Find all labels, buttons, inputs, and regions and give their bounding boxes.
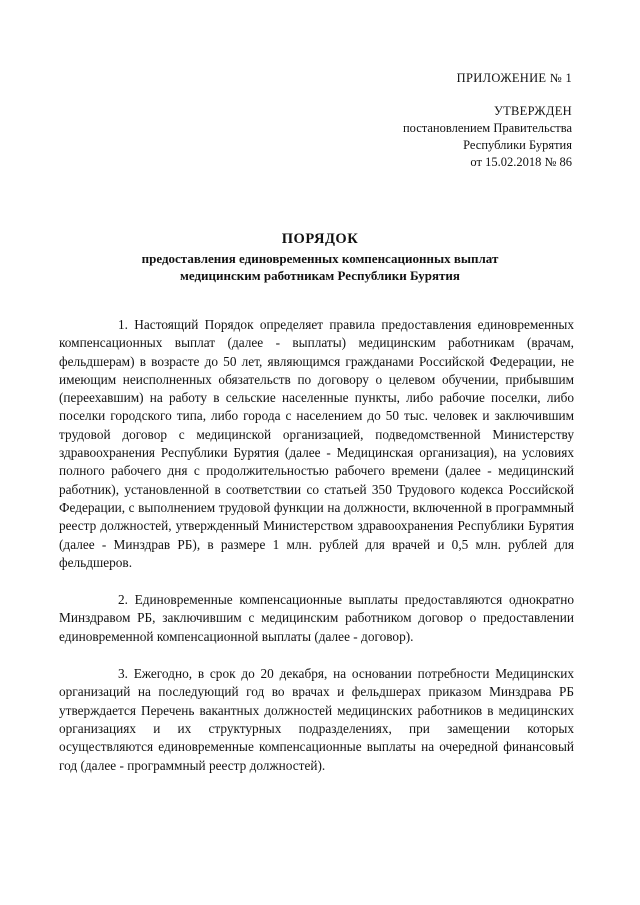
paragraph-3: 3. Ежегодно, в срок до 20 декабря, на основании потребности Медицинских организаций на последующий год во врачах и фельдшерах приказом Минздрава РБ утверждается Перечень вакантных должностей медицинских работников в медицинских организациях и их структурных подразделениях, при замещении которых осуществляются единовременные компенсационные выплаты на очередной финансовый год (далее - программный реестр должностей). (59, 666, 574, 773)
paragraph-2: 2. Единовременные компенсационные выплаты предоставляются однократно Минздравом РБ, заключившим с медицинским работником договор о предоставлении единовременной компенсационной выплаты (далее - договор). (59, 592, 574, 644)
title-line-2: медицинским работникам Республики Бурятия (180, 268, 460, 283)
decree-line: постановлением Правительства (402, 121, 572, 135)
title-main: ПОРЯДОК (281, 231, 359, 247)
document-body (59, 316, 574, 794)
date-number-line: от 15.02.2018 № 86 (470, 155, 572, 169)
republic-line: Республики Бурятия (463, 138, 572, 152)
annex-label: ПРИЛОЖЕНИЕ № 1 (456, 71, 572, 85)
approved-label: УТВЕРЖДЕН (493, 104, 572, 118)
approval-header (272, 70, 572, 171)
title-line-1: предоставления единовременных компенсационных выплат (141, 251, 499, 266)
document-title (60, 231, 580, 284)
paragraph-1: 1. Настоящий Порядок определяет правила предоставления единовременных компенсационных выплат (далее - выплаты) медицинским работникам (врачам, фельдшерам) в возрасте до 50 лет, являющимся гражданами Российской Федерации, не имеющим неисполненных обязательств по договору о целевом обучении, прибывшим (переехавшим) на работу в сельские населенные пункты, либо рабочие поселки, либо поселки городского типа, либо города с населением до 50 тыс. человек и заключившим трудовой договор с медицинской организацией, подведомственной Министерству здравоохранения Республики Бурятия (далее - Медицинская организация), на условиях полного рабочего дня с продолжительностью рабочего времени (далее - медицинский работник), установленной в соответствии со статьей 350 Трудового кодекса Российской Федерации, с выполнением трудовой функции на должности, включенной в программный реестр должностей, утвержденный Министерством здравоохранения Республики Бурятия (далее - Минздрав РБ), в размере 1 млн. рублей для врачей и 0,5 млн. рублей для фельдшеров. (59, 317, 574, 570)
